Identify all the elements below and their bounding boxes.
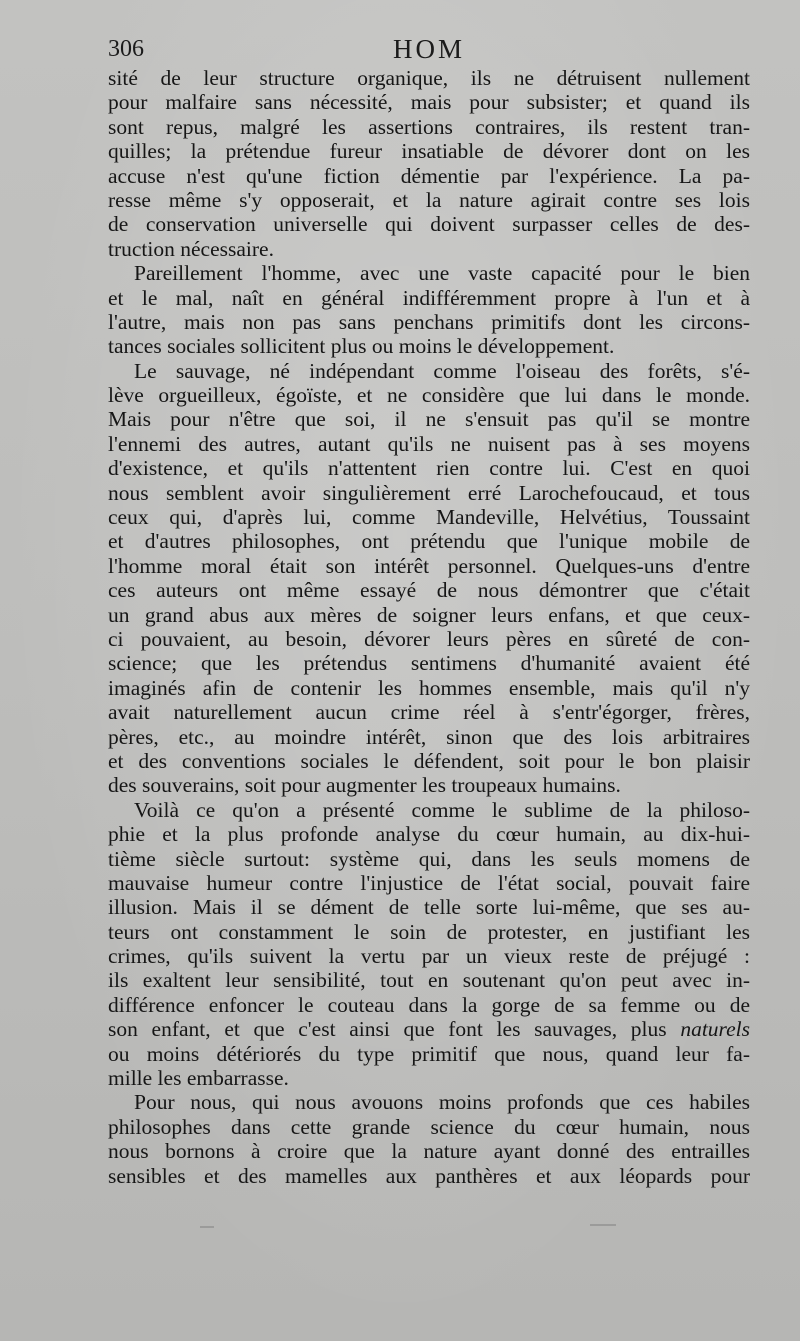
text-line: d'existence, et qu'ils n'attentent rien contre lui. C'est en quoi [108, 456, 750, 481]
running-head [108, 34, 750, 68]
text-line: phie et la plus profonde analyse du cœur humain, au dix-hui- [108, 822, 750, 847]
text-line: crimes, qu'ils suivent la vertu par un vieux reste de préjugé : [108, 944, 750, 969]
text-line: sont repus, malgré les assertions contraires, ils restent tran- [108, 114, 750, 139]
page-number: 306 [108, 36, 144, 62]
text-line: mille les embarrasse. [108, 1066, 289, 1091]
text-line: l'homme moral était son intérêt personnel. Quelques-uns d'entre [108, 553, 750, 578]
ink-mark [590, 1224, 616, 1226]
text-line: différence enfoncer le couteau dans la gorge de sa femme ou de [108, 992, 750, 1017]
text-line: ci pouvaient, au besoin, dévorer leurs pères en sûreté de con- [108, 626, 750, 651]
text-line: illusion. Mais il se dément de telle sorte lui-même, que ses au- [108, 895, 750, 920]
text-line: et d'autres philosophes, ont prétendu que l'unique mobile de [108, 529, 750, 554]
text-line: Le sauvage, né indépendant comme l'oiseau des forêts, s'é- [134, 358, 750, 383]
text-line: des souverains, soit pour augmenter les troupeaux humains. [108, 773, 621, 798]
text-line: truction nécessaire. [108, 236, 274, 261]
text-line: tième siècle surtout: système qui, dans les seuls momens de [108, 846, 750, 871]
text-line: pères, etc., au moindre intérêt, sinon que des lois arbitraires [108, 724, 750, 749]
text-line: philosophes dans cette grande science du cœur humain, nous [108, 1114, 750, 1139]
text-line: quilles; la prétendue fureur insatiable de dévorer dont on les [108, 139, 750, 164]
text-line: science; que les prétendus sentimens d'humanité avaient été [108, 651, 750, 676]
text-line: avait naturellement aucun crime réel à s'entr'égorger, frères, [108, 700, 750, 725]
body-text [108, 66, 750, 1188]
text-line: sensibles et des mamelles aux panthères et aux léopards pour [108, 1163, 750, 1188]
text-line: nous bornons à croire que la nature ayant donné des entrailles [108, 1139, 750, 1164]
text-line: Pour nous, qui nous avouons moins profonds que ces habiles [134, 1090, 750, 1115]
text-line: ces auteurs ont même essayé de nous démontrer que c'était [108, 578, 750, 603]
text-line: tances sociales sollicitent plus ou moins le développement. [108, 334, 615, 359]
text-line: ou moins détériorés du type primitif que nous, quand leur fa- [108, 1041, 750, 1066]
italic-word: naturels [680, 1017, 750, 1042]
text-line: mauvaise humeur contre l'injustice de l'état social, pouvait faire [108, 870, 750, 895]
text-line: imaginés afin de contenir les hommes ensemble, mais qu'il n'y [108, 675, 750, 700]
text-line: l'autre, mais non pas sans penchans primitifs dont les circons- [108, 309, 750, 334]
text-line: Pareillement l'homme, avec une vaste capacité pour le bien [134, 261, 750, 286]
text-line: de conservation universelle qui doivent surpasser celles de des- [108, 212, 750, 237]
print-smudge [200, 1216, 620, 1236]
text-line: et le mal, naît en général indifféremment propre à l'un et à [108, 285, 750, 310]
text-line: Mais pour n'être que soi, il ne s'ensuit pas qu'il se montre [108, 407, 750, 432]
text-line: nous semblent avoir singulièrement erré Larochefoucaud, et tous [108, 480, 750, 505]
text-line: lève orgueilleux, égoïste, et ne considère que lui dans le monde. [108, 383, 750, 408]
text-line: son enfant, et que c'est ainsi que font les sauvages, plus naturels [108, 1017, 750, 1042]
text-line: teurs ont constamment le soin de protester, en justifiant les [108, 919, 750, 944]
text-line: accuse n'est qu'une fiction démentie par l'expérience. La pa- [108, 163, 750, 188]
running-head-title: HOM [392, 34, 465, 64]
text-line: ceux qui, d'après lui, comme Mandeville, Helvétius, Toussaint [108, 505, 750, 530]
text-line: resse même s'y opposerait, et la nature agirait contre ses lois [108, 187, 750, 212]
text-line: sité de leur structure organique, ils ne détruisent nullement [108, 66, 750, 90]
text-line: ils exaltent leur sensibilité, tout en soutenant qu'on peut avec in- [108, 968, 750, 993]
text-line: un grand abus aux mères de soigner leurs enfans, et que ceux- [108, 602, 750, 627]
ink-mark [200, 1226, 214, 1228]
text-line: pour malfaire sans nécessité, mais pour subsister; et quand ils [108, 90, 750, 115]
text-line: Voilà ce qu'on a présenté comme le sublime de la philoso- [134, 797, 750, 822]
text-line: l'ennemi des autres, autant qu'ils ne nuisent pas à ses moyens [108, 431, 750, 456]
text-line: et des conventions sociales le défendent, soit pour le bon plaisir [108, 748, 750, 773]
